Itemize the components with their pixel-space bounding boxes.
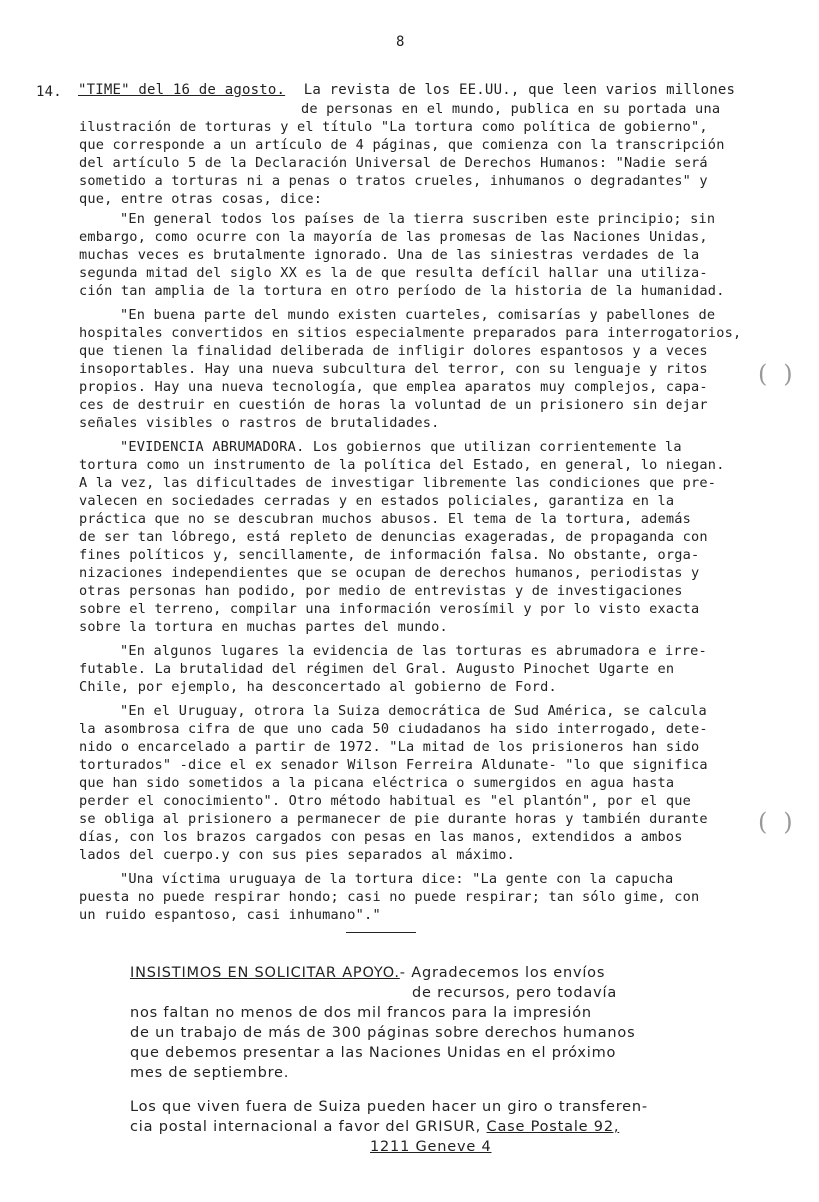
quote-line: muchas veces es brutalmente ignorado. Una de las siniestras verdades de la	[79, 247, 700, 263]
quote-line: sobre el terreno, compilar una información verosímil y por lo visto exacta	[79, 601, 700, 617]
appeal-text: de recursos, pero todavía	[412, 985, 618, 1001]
separator-rule	[346, 932, 416, 933]
quote-line: futable. La brutalidad del régimen del Gral. Augusto Pinochet Ugarte en	[79, 661, 675, 677]
quote-line: otras personas han podido, por medio de entrevistas y de investigaciones	[79, 583, 683, 599]
quote-line: ces de destruir en cuestión de horas la voluntad de un prisionero sin dejar	[79, 397, 708, 413]
quote-line: un ruido espantoso, casi inhumano"."	[79, 907, 381, 923]
quote-line: nido o encarcelado a partir de 1972. "La mitad de los prisioneros han sido	[79, 739, 700, 755]
margin-mark: ( )	[758, 808, 793, 836]
appeal-text: cia postal internacional a favor del GRISUR,	[130, 1119, 482, 1135]
quote-line: Chile, por ejemplo, ha desconcertado al gobierno de Ford.	[79, 679, 557, 695]
appeal-text: - Agradecemos los envíos	[399, 965, 606, 981]
item-header	[78, 82, 735, 98]
quote-line: sobre la tortura en muchas partes del mundo.	[79, 619, 448, 635]
appeal-title: INSISTIMOS EN SOLICITAR APOYO.	[130, 965, 400, 981]
intro-line: que, entre otras cosas, dice:	[79, 191, 323, 207]
intro-line: del artículo 5 de la Declaración Universal de Derechos Humanos: "Nadie será	[79, 155, 708, 171]
quote-line: perder el conocimiento". Otro método habitual es "el plantón", por el que	[79, 793, 692, 809]
quote-line: "EVIDENCIA ABRUMADORA. Los gobiernos que utilizan corrientemente la	[120, 439, 682, 455]
intro-line: de personas en el mundo, publica en su portada una	[301, 101, 721, 117]
quote-line: fines políticos y, sencillamente, de información falsa. No obstante, orga-	[79, 547, 700, 563]
quote-line: nizaciones independientes que se ocupan de derechos humanos, periodistas y	[79, 565, 700, 581]
intro-line: sometido a torturas ni a penas o tratos crueles, inhumanos o degradantes" y	[79, 173, 708, 189]
header-lead: La revista de los EE.UU., que leen varios millones	[303, 82, 736, 98]
quote-line: insoportables. Hay una nueva subcultura del terror, con su lenguaje y ritos	[79, 361, 708, 377]
appeal-line-address	[130, 1118, 619, 1136]
quote-line: de ser tan lóbrego, está repleto de denuncias exageradas, de propaganda con	[79, 529, 708, 545]
quote-line: A la vez, las dificultades de investigar libremente las condiciones que pre-	[79, 475, 717, 491]
quote-line: "En general todos los países de la tierra suscriben este principio; sin	[120, 211, 716, 227]
quote-line: "En algunos lugares la evidencia de las torturas es abrumadora e irre-	[120, 643, 707, 659]
intro-line: que corresponde a un artículo de 4 páginas, que comienza con la transcripción	[79, 137, 725, 153]
quote-line: propios. Hay una nueva tecnología, que emplea aparatos muy complejos, capa-	[79, 379, 708, 395]
quote-line: práctica que no se descubran muchos abusos. El tema de la tortura, además	[79, 511, 692, 527]
quote-line: que han sido sometidos a la picana eléctrica o sumergidos en agua hasta	[79, 775, 675, 791]
quote-line: puesta no puede respirar hondo; casi no puede respirar; tan sólo gime, con	[79, 889, 700, 905]
source-citation: "TIME" del 16 de agosto.	[78, 82, 286, 98]
appeal-line-1	[130, 964, 605, 982]
quote-line: lados del cuerpo.y con sus pies separados al máximo.	[79, 847, 515, 863]
margin-mark: ( )	[758, 360, 793, 388]
quote-line: valecen en sociedades cerradas y en estados policiales, garantiza en la	[79, 493, 675, 509]
quote-line: ción tan amplia de la tortura en otro período de la historia de la humanidad.	[79, 283, 725, 299]
quote-line: se obliga al prisionero a permanecer de pie durante horas y también durante	[79, 811, 708, 827]
appeal-text: Los que viven fuera de Suiza pueden hacer un giro o transferen-	[130, 1099, 648, 1115]
quote-line: embargo, como ocurre con la mayoría de las promesas de las Naciones Unidas,	[79, 229, 708, 245]
postal-address: Case Postale 92,	[486, 1119, 620, 1135]
quote-line: segunda mitad del siglo XX es la de que resulta defícil hallar una utiliza-	[79, 265, 708, 281]
quote-line: tortura como un instrumento de la política del Estado, en general, lo niegan.	[79, 457, 725, 473]
quote-line: que tienen la finalidad deliberada de infligir dolores espantosos y a veces	[79, 343, 708, 359]
appeal-text: que debemos presentar a las Naciones Unidas en el próximo	[130, 1045, 617, 1061]
intro-line: ilustración de torturas y el título "La tortura como política de gobierno",	[79, 119, 708, 135]
quote-line: hospitales convertidos en sitios especialmente preparados para interrogatorios,	[79, 325, 742, 341]
quote-line: "En buena parte del mundo existen cuarteles, comisarías y pabellones de	[120, 307, 716, 323]
postal-city: 1211 Geneve 4	[370, 1139, 492, 1155]
quote-line: días, con los brazos cargados con pesas en las manos, extendidos a ambos	[79, 829, 683, 845]
item-number: 14.	[36, 84, 62, 100]
quote-line: "En el Uruguay, otrora la Suiza democrática de Sud América, se calcula	[120, 703, 707, 719]
quote-line: señales visibles o rastros de brutalidades.	[79, 415, 440, 431]
quote-line: la asombrosa cifra de que uno cada 50 ciudadanos ha sido interrogado, dete-	[79, 721, 708, 737]
appeal-text: nos faltan no menos de dos mil francos para la impresión	[130, 1005, 592, 1021]
appeal-text: de un trabajo de más de 300 páginas sobre derechos humanos	[130, 1025, 636, 1041]
page-number: 8	[396, 34, 405, 50]
quote-line: "Una víctima uruguaya de la tortura dice: "La gente con la capucha	[120, 871, 674, 887]
appeal-text: mes de septiembre.	[130, 1065, 290, 1081]
quote-line: torturados" -dice el ex senador Wilson Ferreira Aldunate- "lo que significa	[79, 757, 708, 773]
